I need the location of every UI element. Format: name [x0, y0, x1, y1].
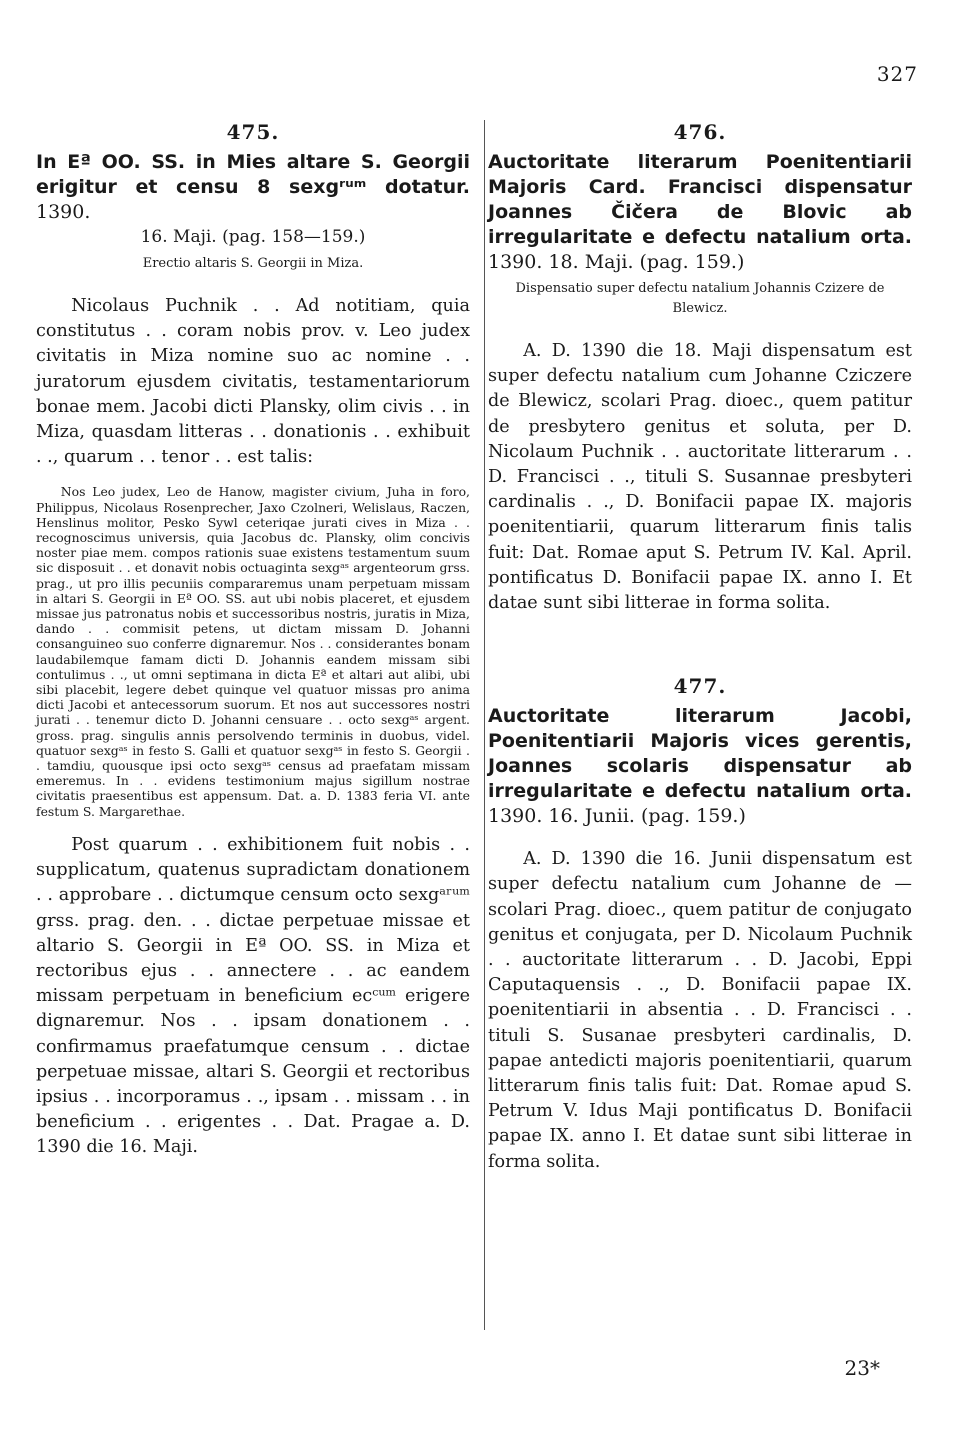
quoted-charter-475: Nos Leo judex, Leo de Hanow, magister civium, Juha in foro, Philippus, Nicolaus Rosenprecher, Jaxo Czolneri, Welislaus, Raczen, Henslinus molitor, Pesko Sywl ceteriqae jurati cives in Miza . . recognoscimus universis, quia Jacobus dc. Plansky, olim concivis noster piae mem. compos rationis suae existens testamentum suum sic disposuit . . et donavit nobis octuaginta sexgᵃˢ argenteorum grss. prag., ut pro illis pecuniis compararemus unam perpetuam missam in altari S. Georgii in Eª OO. SS. aut ubi nobis placeret, et ejusdem missae jus patronatus nobis et successoribus nostris, juratis in Miza, dando . . commisit petens, ut dictam missam D. Johanni consanguineo suo conferre dignaremur. Nos . . considerantes bonam laudabilemque famam dicti D. Johannis eandem missam sibi contulimus . ., ut omni septimana in dicta Eª et altari aut alibi, ubi sibi placebit, legere debet quinque vel quatuor missas pro anima dicti Jacobi et antecessorum suorum. Et nos aut successores nostri jurati . . tenemur dicto D. Johanni censuare . . octo sexgᵃˢ argent. gross. prag. singulis annis persolvendo terminis in duobus, videl. quatuor sexgᵃˢ in festo S. Galli et quatuor sexgᵃˢ in festo S. Georgii . . tamdiu, quousque ipsi octo sexgᵃˢ census ad praefatam missam emeremus. In . . evidens testimonium majus sigillum nostrae civitatis praesentibus est appensum. Dat. a. D. 1383 feria VI. ante festum S. Margarethae. [36, 484, 470, 819]
document-number-476: 476. [673, 120, 727, 144]
document-number-477: 477. [673, 674, 727, 699]
document-heading-475 [36, 150, 470, 225]
summary-475: Erectio altaris S. Georgii in Miza. [142, 256, 364, 271]
right-column [488, 120, 912, 1175]
printer-signature: 23* [844, 1356, 880, 1380]
document-number-475: 475. [226, 120, 280, 144]
summary-476: Dispensatio super defectu natalium Johannis Czizere de Blewicz. [515, 281, 885, 316]
heading-date-475: 1390. [36, 201, 91, 223]
page-number: 327 [876, 62, 918, 86]
heading-text-477: Auctoritate literarum Jacobi, Poenitentiarii Majoris vices gerentis, Joannes scolaris dispensatur ab irregularitate e defectu natalium orta. [488, 705, 912, 803]
heading-text-475: In Eª OO. SS. in Mies altare S. Georgii erigitur et censu 8 sexgʳᵘᵐ dotatur. [36, 151, 470, 198]
document-heading-476 [488, 150, 912, 275]
column-divider [484, 120, 485, 1330]
left-column [36, 120, 470, 1161]
body-paragraph-476: A. D. 1390 die 18. Maji dispensatum est super defectu natalium cum Johanne Cziczere de Blewicz, scolari Prag. dioec., quem patitur de presbytero genitus et soluta, per D. Nicolaum Puchnik . . auctoritate litterarum . . D. Francisci . ., tituli S. Susannae presbyteri cardinalis . ., D. Bonifacii papae IX. majoris poenitentiarii, quarum litterarum finis talis fuit: Dat. Romae aput S. Petrum IV. Kal. April. pontificatus D. Bonifacii papae IX. anno I. Et datae sunt sibi litterae in forma solita. [488, 341, 912, 614]
body-paragraph-477: A. D. 1390 die 16. Junii dispensatum est super defectu natalium cum Johanne de — scolari Prag. dioec., quem patitur de conjugato genitus et conjugata, per D. Nicolaum Puchnik . . auctoritate litterarum . . D. Jacobi, Eppi Caputaquensis . ., D. Bonifacii papae IX. poenitentiarii in absentia . . D. Francisci . . tituli S. Susanae presbyteri cardinalis, D. papae antedicti majoris poenitentiarii, quarum litterarum finis talis fuit: Dat. Romae apud S. Petrum V. Idus Maji pontificatus D. Bonifacii papae IX. anno I. Et datae sunt sibi litterae in forma solita. [488, 849, 912, 1172]
heading-tail-475: 16. Maji. (pag. 158—159.) [140, 227, 366, 247]
heading-date-476: 1390. 18. Maji. (pag. 159.) [488, 251, 745, 273]
heading-date-477: 1390. 16. Junii. (pag. 159.) [488, 805, 746, 828]
document-heading-477 [488, 704, 912, 829]
intro-paragraph-475: Nicolaus Puchnik . . Ad notitiam, quia constitutus . . coram nobis prov. v. Leo judex civitatis in Miza nomine suo ac nomine . . juratorum ejusdem civitatis, testamentariorum bonae mem. Jacobi dicti Plansky, olim civis . . in Miza, quasdam litteras . . donationis . . exhibuit . ., quarum . . tenor . . est talis: [36, 296, 470, 468]
closing-paragraph-475: Post quarum . . exhibitionem fuit nobis . . supplicatum, quatenus supradictam donationem . . approbare . . dictumque censum octo sexgᵃʳᵘᵐ grss. prag. den. . . dictae perpetuae missae et altario S. Georgii in Eª OO. SS. in Miza et rectoribus ejus . . annectere . . ac eandem missam perpetuam in beneficium ecᶜᵘᵐ erigere dignaremur. Nos . . ipsam donationem . . confirmamus praefatumque censum . . dictae perpetuae missae, altari S. Georgii et rectoribus ipsius . . incorporamus . ., ipsam . . missam . . in beneficium . . erigentes . . Dat. Pragae a. D. 1390 die 16. Maji. [36, 834, 470, 1158]
heading-text-476: Auctoritate literarum Poenitentiarii Majoris Card. Francisci dispensatur Joannes Čičera de Blovic ab irregularitate e defectu natalium orta. [488, 151, 912, 248]
